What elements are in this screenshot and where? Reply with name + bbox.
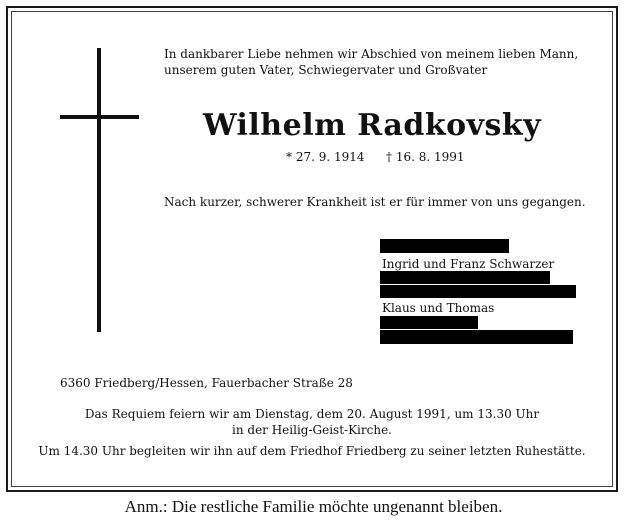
family-entry: Ingrid und Franz Schwarzer	[382, 257, 555, 271]
redaction-bar	[380, 239, 509, 253]
footnote: Anm.: Die restliche Familie möchte ungenannt bleiben.	[124, 497, 503, 516]
illness-statement: Nach kurzer, schwerer Krankheit ist er für immer von uns gegangen.	[164, 195, 586, 209]
death-date: † 16. 8. 1991	[386, 150, 465, 164]
requiem-line-2: in der Heilig-Geist-Kirche.	[232, 423, 392, 437]
notice-inner-border	[11, 11, 613, 487]
cross-icon	[97, 48, 101, 332]
requiem-line-1: Das Requiem feiern wir am Dienstag, dem 20. August 1991, um 13.30 Uhr	[84, 407, 540, 421]
family-entry: Klaus und Thomas	[382, 301, 495, 315]
redaction-bar	[380, 271, 550, 284]
deceased-name: Wilhelm Radkovsky	[202, 108, 542, 143]
redaction-bar	[380, 285, 576, 298]
redaction-bar	[380, 316, 478, 329]
burial-statement: Um 14.30 Uhr begleiten wir ihn auf dem Friedhof Friedberg zu seiner letzten Ruhestätte.	[38, 444, 586, 458]
redaction-bar	[380, 330, 573, 344]
obituary-notice	[6, 6, 618, 492]
intro-line-1: In dankbarer Liebe nehmen wir Abschied von meinem lieben Mann,	[164, 47, 579, 61]
intro-line-2: unserem guten Vater, Schwiegervater und Großvater	[164, 63, 488, 77]
birth-date: * 27. 9. 1914	[286, 150, 365, 164]
address: 6360 Friedberg/Hessen, Fauerbacher Straße 28	[60, 376, 353, 390]
